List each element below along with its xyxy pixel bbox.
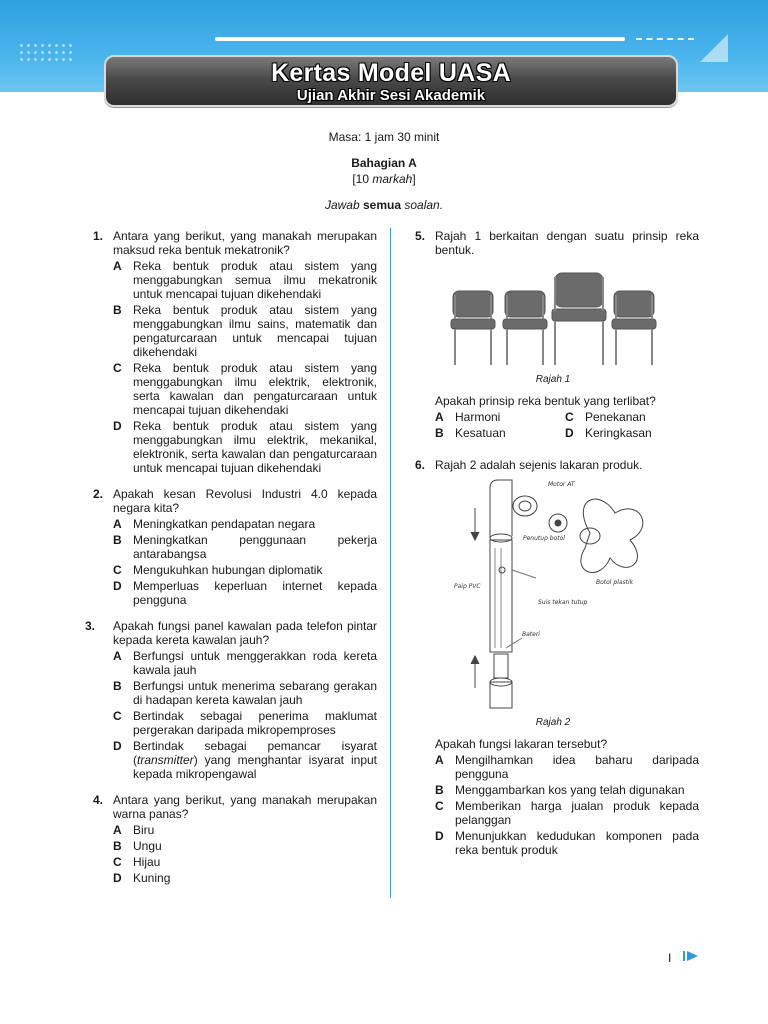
option-letter: C — [113, 855, 122, 869]
question-text: Antara yang berikut, yang manakah merupakan warna panas? — [113, 793, 377, 821]
option-letter: B — [113, 839, 122, 853]
option-text: Reka bentuk produk atau sistem yang menggabungkan semua ilmu mekatronik untuk mencapai tujuan dikehendaki — [133, 259, 377, 301]
option-text: Reka bentuk produk atau sistem yang menggabungkan ilmu elektrik, mekanikal, elektronik, serta kawalan dan pengaturcaraan untuk mencapai tujuan dikehendaki — [133, 419, 377, 475]
dot-grid-decoration — [18, 42, 76, 64]
option-letter: D — [113, 871, 122, 885]
option-text: Memperluas keperluan internet kepada pengguna — [133, 579, 377, 607]
triangle-decoration — [700, 34, 728, 62]
option-text: Kesatuan — [455, 426, 506, 440]
question-prompt: Apakah fungsi lakaran tersebut? — [435, 737, 608, 751]
option-b[interactable] — [435, 783, 699, 797]
section-marks — [0, 172, 768, 187]
right-column — [407, 229, 699, 857]
option-letter: C — [113, 361, 122, 375]
exam-time: Masa: 1 jam 30 minit — [328, 130, 440, 144]
option-d[interactable] — [113, 419, 377, 475]
option-text-italic: transmitter — [137, 753, 194, 767]
header-line-decoration — [215, 37, 625, 41]
option-a[interactable] — [113, 517, 377, 531]
question-number: 5. — [415, 229, 426, 243]
option-text-part: ) yang menghantar isyarat input kepada mikropengawal — [133, 753, 377, 781]
option-letter: A — [113, 517, 122, 531]
option-letter: B — [113, 303, 122, 317]
marks-open: [10 — [352, 172, 373, 186]
option-letter: C — [435, 799, 444, 813]
option-letter: C — [113, 563, 122, 577]
option-letter: D — [113, 739, 122, 753]
option-letter: C — [565, 410, 574, 424]
option-letter: C — [113, 709, 122, 723]
label-paip: Paip PVC — [454, 583, 481, 590]
option-text: Berfungsi untuk menerima sebarang gerakan di hadapan kereta kawalan jauh — [133, 679, 377, 707]
option-b[interactable] — [113, 303, 377, 359]
question-number: 2. — [93, 487, 104, 501]
option-letter: A — [435, 410, 444, 424]
label-suis: Suis tekan tutup — [538, 599, 588, 606]
question-number: 1. — [93, 229, 104, 243]
option-text: Hijau — [133, 855, 161, 869]
option-text: Meningkatkan pendapatan negara — [133, 517, 316, 531]
figure-chairs — [407, 267, 699, 370]
option-d[interactable] — [113, 579, 377, 607]
option-b[interactable] — [113, 839, 377, 853]
option-letter: D — [565, 426, 574, 440]
option-text: Biru — [133, 823, 155, 837]
label-penutup: Penutup botol — [523, 535, 565, 542]
option-text-part: Bertindak sebagai pemancar isyarat ( — [133, 739, 377, 767]
question-text: Rajah 1 berkaitan dengan suatu prinsip reka bentuk. — [435, 229, 699, 257]
figure-caption: Rajah 1 — [535, 374, 571, 385]
next-arrow-icon — [683, 950, 699, 962]
option-text: Berfungsi untuk menggerakkan roda kereta kawala jauh — [133, 649, 377, 677]
marks-word: markah — [372, 172, 413, 186]
option-d[interactable] — [113, 739, 377, 781]
option-a[interactable] — [113, 649, 377, 677]
option-c[interactable] — [113, 855, 377, 869]
option-b[interactable] — [113, 679, 377, 707]
option-a[interactable] — [435, 410, 565, 424]
question-6 — [407, 458, 699, 857]
paper-title: Kertas Model UASA — [271, 59, 511, 87]
option-text: Mengilhamkan idea baharu daripada pengguna — [455, 753, 699, 781]
option-text: Keringkasan — [585, 426, 652, 440]
question-5 — [407, 229, 699, 440]
option-text — [133, 739, 377, 781]
option-text: Memberikan harga jualan produk kepada pelanggan — [455, 799, 699, 827]
option-a[interactable] — [113, 823, 377, 837]
option-c[interactable] — [435, 799, 699, 827]
question-1 — [85, 229, 377, 475]
column-divider — [390, 228, 391, 898]
fan-blade — [581, 499, 643, 572]
question-text: Rajah 2 adalah sejenis lakaran produk. — [435, 458, 643, 472]
options-row — [435, 410, 699, 424]
option-text: Meningkatkan penggunaan pekerja antarabangsa — [133, 533, 377, 561]
option-text: Reka bentuk produk atau sistem yang menggabungkan ilmu sains, matematik dan pengaturcaraan untuk mencapai tujuan dikehendaki — [133, 303, 377, 359]
option-letter: B — [113, 533, 122, 547]
options-row — [435, 426, 699, 440]
chairs-image — [448, 267, 658, 367]
option-letter: B — [435, 426, 444, 440]
instructions — [0, 198, 768, 213]
option-letter: B — [435, 783, 444, 797]
chair-icon-large — [552, 273, 606, 365]
option-d[interactable] — [435, 829, 699, 857]
figure-sketch — [407, 478, 699, 715]
question-4 — [85, 793, 377, 885]
option-text: Menunjukkan kedudukan komponen pada reka bentuk produk — [455, 829, 699, 857]
label-motor: Motor AT — [548, 481, 575, 488]
instruction-semua: semua — [362, 198, 401, 212]
figure-caption: Rajah 2 — [535, 717, 571, 728]
marks-close: ] — [412, 172, 416, 186]
question-text: Apakah kesan Revolusi Industri 4.0 kepada negara kita? — [113, 487, 377, 515]
option-letter: D — [113, 579, 122, 593]
chair-icon — [451, 291, 495, 365]
question-number: 3. — [85, 619, 96, 633]
instruction-soalan: soalan. — [404, 198, 444, 212]
option-letter: A — [113, 649, 122, 663]
label-bateri: Bateri — [522, 631, 540, 638]
option-d[interactable] — [113, 871, 377, 885]
option-c[interactable] — [113, 709, 377, 737]
option-text: Harmoni — [455, 410, 501, 424]
option-text: Bertindak sebagai penerima maklumat pergerakan daripada mikropemproses — [133, 709, 377, 737]
option-letter: A — [113, 259, 122, 273]
instruction-jawab: Jawab — [324, 198, 360, 212]
header-dash-decoration — [636, 38, 694, 40]
pipe-elbow — [490, 480, 512, 538]
product-sketch-image — [450, 478, 656, 712]
option-letter: B — [113, 679, 122, 693]
label-botol: Botol plastik — [596, 579, 634, 586]
page-marker: I — [668, 951, 672, 965]
option-c[interactable] — [565, 410, 695, 424]
question-text: Apakah fungsi panel kawalan pada telefon pintar kepada kereta kawalan jauh? — [113, 619, 377, 647]
option-b[interactable] — [435, 426, 565, 440]
option-d[interactable] — [565, 426, 695, 440]
chair-icon — [503, 291, 547, 365]
option-text: Reka bentuk produk atau sistem yang menggabungkan ilmu elektrik, elektronik, serta kawalan dan pengaturcaraan untuk mencapai tujuan dikehendaki — [133, 361, 377, 417]
option-b[interactable] — [113, 533, 377, 561]
section-title: Bahagian A — [351, 156, 417, 170]
question-prompt: Apakah prinsip reka bentuk yang terlibat? — [435, 394, 656, 408]
title-banner — [104, 55, 678, 107]
option-letter: D — [435, 829, 444, 843]
option-letter: A — [435, 753, 444, 767]
question-text: Antara yang berikut, yang manakah merupakan maksud reka bentuk mekatronik? — [113, 229, 377, 257]
paper-subtitle: Ujian Akhir Sesi Akademik — [296, 87, 486, 104]
question-number: 6. — [415, 458, 426, 472]
question-3 — [85, 619, 377, 781]
option-a[interactable] — [435, 753, 699, 781]
option-text: Ungu — [133, 839, 162, 853]
option-a[interactable] — [113, 259, 377, 301]
option-letter: D — [113, 419, 122, 433]
option-text: Kuning — [133, 871, 171, 885]
option-text: Menggambarkan kos yang telah digunakan — [455, 783, 685, 797]
question-2 — [85, 487, 377, 607]
option-letter: A — [113, 823, 122, 837]
chair-icon — [612, 291, 656, 365]
option-text: Penekanan — [585, 410, 646, 424]
option-c[interactable] — [113, 361, 377, 417]
option-text: Mengukuhkan hubungan diplomatik — [133, 563, 323, 577]
question-number: 4. — [93, 793, 104, 807]
left-column — [85, 229, 377, 885]
option-c[interactable] — [113, 563, 377, 577]
